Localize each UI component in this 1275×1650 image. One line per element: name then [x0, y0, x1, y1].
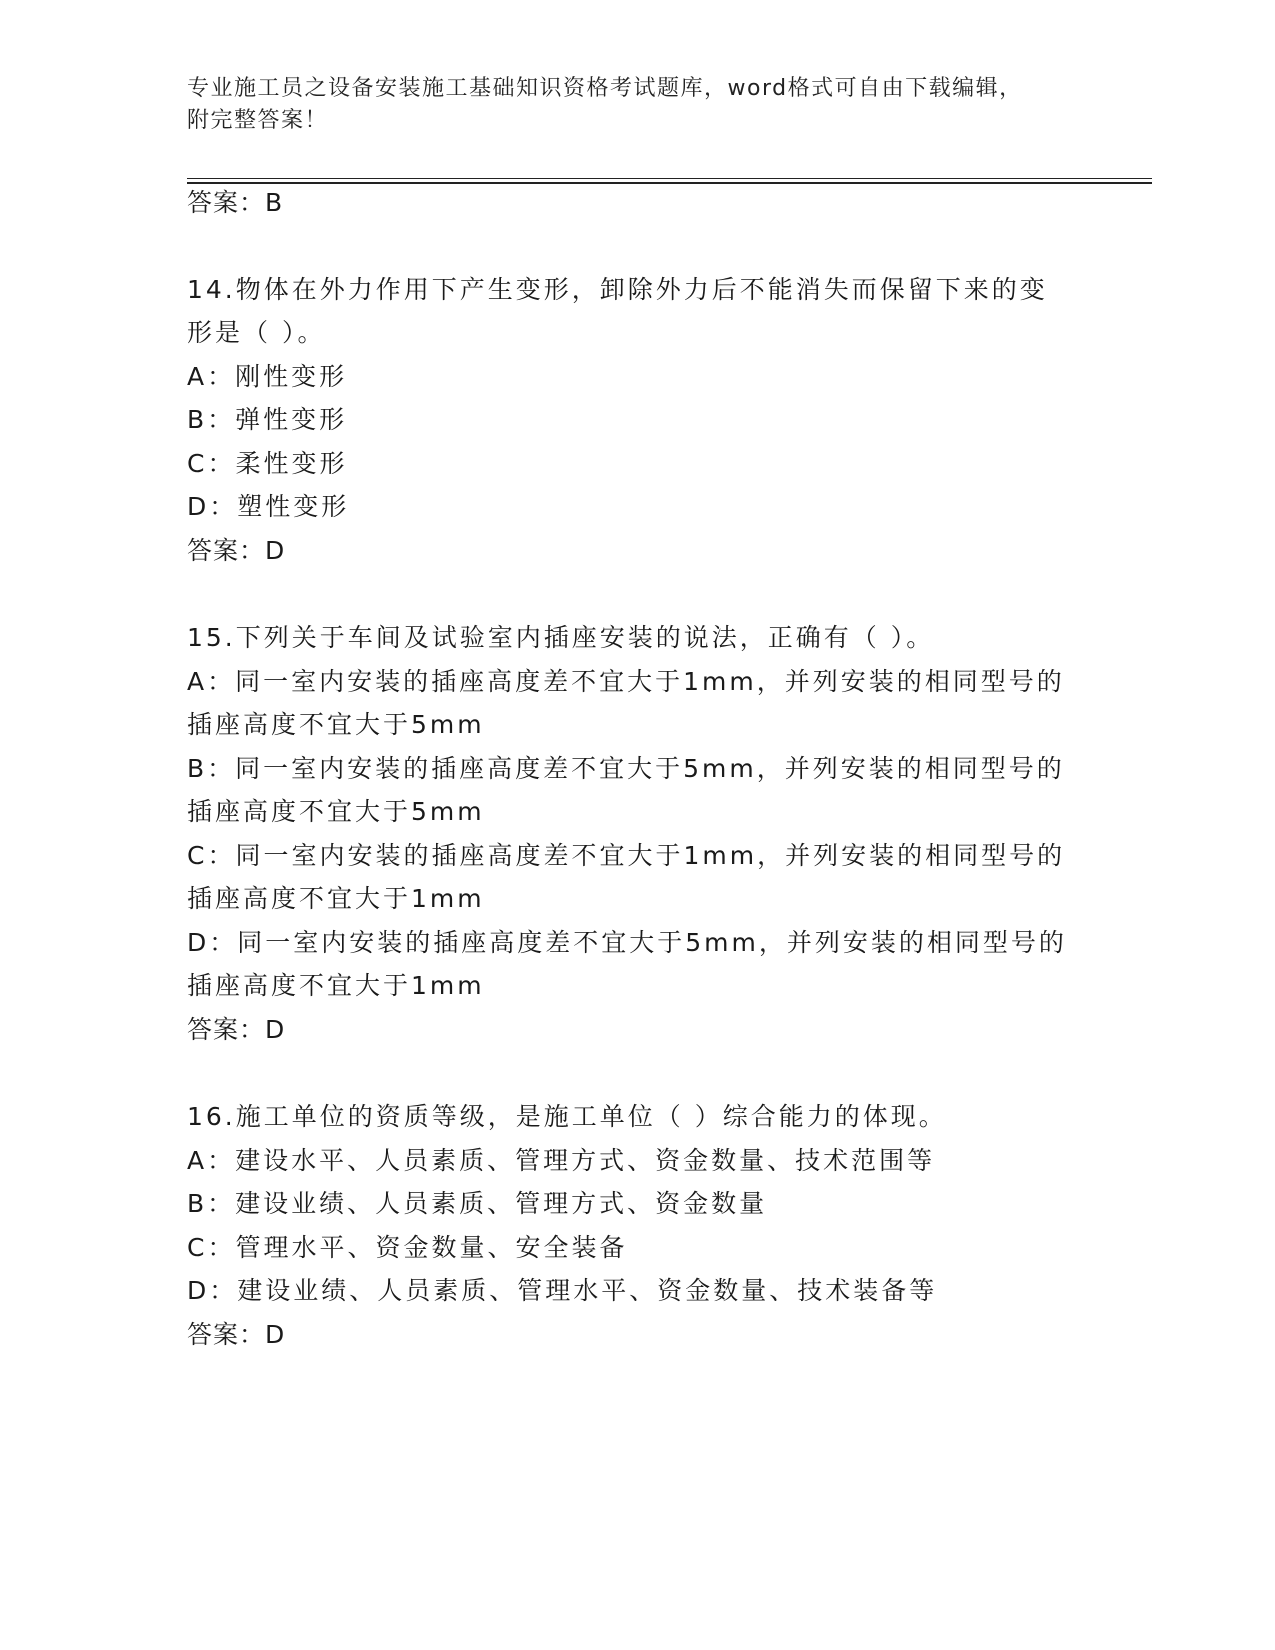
question-15-stem: 15.下列关于车间及试验室内插座安装的说法，正确有（ ）。 [187, 623, 935, 652]
header-divider-thin [187, 178, 1152, 179]
previous-answer: 答案：B [187, 188, 284, 217]
header-line-2: 附完整答案！ [187, 108, 329, 133]
question-14-stem-line-1: 14.物体在外力作用下产生变形，卸除外力后不能消失而保留下来的变 [187, 275, 1048, 304]
question-16-answer: 答案：D [187, 1320, 286, 1349]
document-header [187, 73, 1067, 137]
question-14-option-c: C：柔性变形 [187, 449, 348, 478]
header-divider-thick [187, 182, 1152, 184]
question-14-stem-line-2: 形是（ ）。 [187, 318, 326, 347]
question-16-option-b: B：建设业绩、人员素质、管理方式、资金数量 [187, 1189, 768, 1218]
question-14-option-d: D：塑性变形 [187, 492, 350, 521]
question-14-answer: 答案：D [187, 536, 286, 565]
question-15-option-b-line-2: 插座高度不宜大于5mm [187, 797, 485, 826]
question-15-option-a-line-2: 插座高度不宜大于5mm [187, 710, 485, 739]
question-15-option-b-line-1: B：同一室内安装的插座高度差不宜大于5mm，并列安装的相同型号的 [187, 754, 1065, 783]
header-line-1: 专业施工员之设备安装施工基础知识资格考试题库，word格式可自由下载编辑， [187, 76, 1023, 101]
question-15-option-d-line-2: 插座高度不宜大于1mm [187, 971, 485, 1000]
question-14-option-a: A：刚性变形 [187, 362, 348, 391]
question-14-option-b: B：弹性变形 [187, 405, 348, 434]
question-15-option-d-line-1: D：同一室内安装的插座高度差不宜大于5mm，并列安装的相同型号的 [187, 928, 1067, 957]
question-15-option-a-line-1: A：同一室内安装的插座高度差不宜大于1mm，并列安装的相同型号的 [187, 667, 1065, 696]
question-15-answer: 答案：D [187, 1015, 286, 1044]
question-16-stem: 16.施工单位的资质等级，是施工单位（ ）综合能力的体现。 [187, 1102, 947, 1131]
question-16-option-c: C：管理水平、资金数量、安全装备 [187, 1233, 628, 1262]
question-15-option-c-line-1: C：同一室内安装的插座高度差不宜大于1mm，并列安装的相同型号的 [187, 841, 1066, 870]
question-15-option-c-line-2: 插座高度不宜大于1mm [187, 884, 485, 913]
question-16-option-a: A：建设水平、人员素质、管理方式、资金数量、技术范围等 [187, 1146, 936, 1175]
question-16-option-d: D：建设业绩、人员素质、管理水平、资金数量、技术装备等 [187, 1276, 938, 1305]
